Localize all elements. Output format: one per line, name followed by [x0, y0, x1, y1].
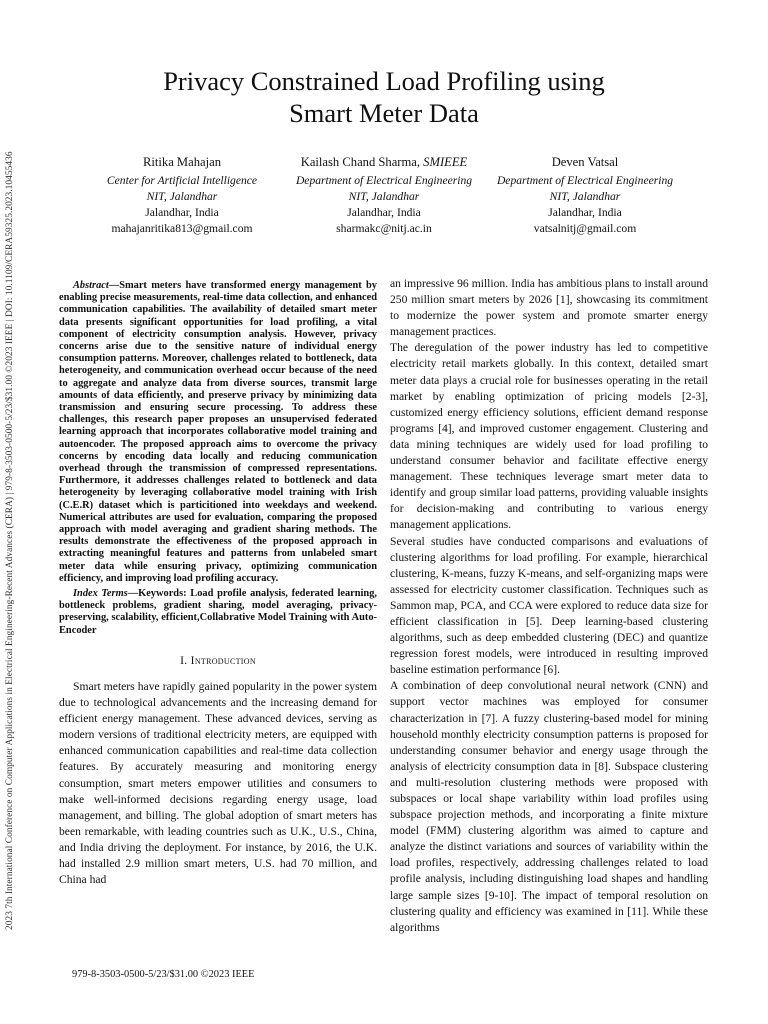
- paper-title: [0, 65, 768, 129]
- author-name-text: Kailash Chand Sharma,: [300, 155, 421, 169]
- author-institute: NIT, Jalandhar: [146, 190, 218, 203]
- abstract-label: Abstract: [73, 280, 109, 291]
- author-institute: NIT, Jalandhar: [348, 190, 420, 203]
- title-line-1: Privacy Constrained Load Profiling using: [163, 66, 605, 96]
- section-numeral: I.: [180, 653, 188, 667]
- right-column: [390, 276, 708, 936]
- index-terms: [59, 588, 377, 637]
- author-affiliation: Department of Electrical Engineering: [295, 174, 473, 187]
- paragraph: Smart meters have rapidly gained popularity in the power system due to technological advancements and the increasing demand for efficient energy management. These advanced devices, serving as modern versions of traditional electricity meters, are equipped with enhanced communication capabilities and real-time data collection features. By accurately measuring and monitoring energy consumption, smart meters empower utilities and consumers to make well-informed decisions regarding energy usage, load management, and billing. The global adoption of smart meters has been remarkable, with leading countries such as U.K., U.S., China, and India driving the deployment. For instance, by 2016, the U.K. had installed 2.9 million smart meters, U.S. had 70 million, and China had: [59, 679, 377, 887]
- side-citation: 2023 7th International Conference on Computer Applications in Electrical Engineering-Recent Advances (CERA) | 979-8-3503-0500-5/23/$31.00 ©2023 IEEE | DOI: 10.1109/CERA59325.2023.10455436: [5, 151, 15, 930]
- author-location: Jalandhar, India: [548, 206, 622, 219]
- author-email: sharmakc@nitj.ac.in: [336, 222, 432, 235]
- index-terms-label: Index Terms: [73, 588, 128, 600]
- author-affiliation: Center for Artificial Intelligence: [106, 174, 258, 187]
- author-name: Deven Vatsal: [551, 155, 619, 169]
- section-title: Introduction: [190, 653, 256, 667]
- author-3: [470, 154, 700, 237]
- paragraph: Several studies have conducted comparisons and evaluations of clustering algorithms for load profiling. For example, hierarchical clustering, K-means, fuzzy K-means, and self-organizing maps were assessed for electricity customer classification. Techniques such as Sammon map, PCA, and CCA were explored to reduce data size for efficient classification in [5]. Deep learning-based clustering algorithms, such as deep embedded clustering (DEC) and quantize regression forest models, were introduced in resulting improved baseline estimation performance [6].: [390, 534, 708, 677]
- author-name: Ritika Mahajan: [143, 155, 221, 169]
- author-membership: SMIEEE: [423, 155, 468, 169]
- paragraph: an impressive 96 million. India has ambitious plans to install around 250 million smart meters by 2026 [1], showcasing its commitment to modernize the power system and promote smarter energy management practices.: [390, 277, 708, 339]
- index-terms-text: —Keywords: Load profile analysis, federated learning, bottleneck problems, gradient sharing, model averaging, privacy-preserving, scalability, efficient,Collabrative Model Training with Auto-Encoder: [59, 588, 377, 636]
- author-email: mahajanritika813@gmail.com: [111, 222, 253, 235]
- author-affiliation: Department of Electrical Engineering: [496, 174, 674, 187]
- paragraph: The deregulation of the power industry has led to competitive electricity retail markets globally. In this context, detailed smart meter data plays a crucial role for businesses operating in the retail market by enabling optimization of pricing models [2-3], customized energy efficiency solutions, efficient demand response programs [4], and improved customer engagement. Clustering and data mining techniques are widely used for load profiling to understand consumer behavior and facilitate effective energy management. These techniques leverage smart meter data to identify and group similar load patterns, providing valuable insights for decision-making and contributing to various energy management applications.: [390, 341, 708, 532]
- author-email: vatsalnitj@gmail.com: [533, 222, 637, 235]
- author-location: Jalandhar, India: [347, 206, 421, 219]
- paragraph: A combination of deep convolutional neural network (CNN) and support vector machines was employed for consumer characterization in [7]. A fuzzy clustering-based model for mining household monthly electricity consumption patterns is proposed for understanding consumer behavior and energy usage through the analysis of electricity consumption data in [8]. Subspace clustering and multi-resolution clustering methods were proposed with subspaces or local shape variability within load profiles using subspace projection methods, and incorporating a finite mixture model (FMM) clustering algorithm was aimed to capture and analyze the distinct variations and sources of variability within the load profiles, respectively, addressing challenges related to load profile analysis, including distinguishing load shapes and handling large sample sizes [9-10]. The impact of temporal resolution on clustering quality and efficiency was examined in [11]. While these algorithms: [390, 679, 708, 934]
- author-institute: NIT, Jalandhar: [549, 190, 621, 203]
- title-line-2: Smart Meter Data: [289, 98, 479, 128]
- section-heading: [59, 653, 377, 669]
- author-location: Jalandhar, India: [145, 206, 219, 219]
- copyright-footer: 979-8-3503-0500-5/23/$31.00 ©2023 IEEE: [72, 969, 255, 980]
- left-column: [59, 280, 377, 888]
- abstract-text: —Smart meters have transformed energy management by enabling precise measurements, real-time data collection, and enhanced communication capabilities. The availability of detailed smart meter data presents significant opportunities for load profiling, a vital component of electricity consumption analysis. However, privacy concerns arise due to the sensitive nature of individual energy consumption patterns. Moreover, challenges related to bottleneck, data heterogeneity, and communication overhead occur because of the need to aggregate and analyze data from diverse sources, transmit large amounts of data efficiently, and preserve privacy by minimizing data transmission and ensuring secure processing. To address these challenges, this research paper proposes an unsupervised federated learning approach that incorporates collaborative model training and autoencoder. The proposed approach aims to overcome the privacy concerns by encoding data locally and reducing communication overhead through the transmission of compressed representations. Furthermore, it addresses challenges related to bottleneck and data heterogeneity by leveraging collaborative model training with Irish (C.E.R) dataset which is particitioned into weekdays and weekend. Numerical attributes are used for evaluation, comparing the proposed approach with model averaging and gradient sharing methods. The results demonstrate the effectiveness of the proposed approach in extracting meaningful features and patterns from unlabeled smart meter data while ensuring privacy, optimizing communication efficiency, and improving load profiling accuracy.: [59, 280, 377, 584]
- abstract: [59, 280, 377, 585]
